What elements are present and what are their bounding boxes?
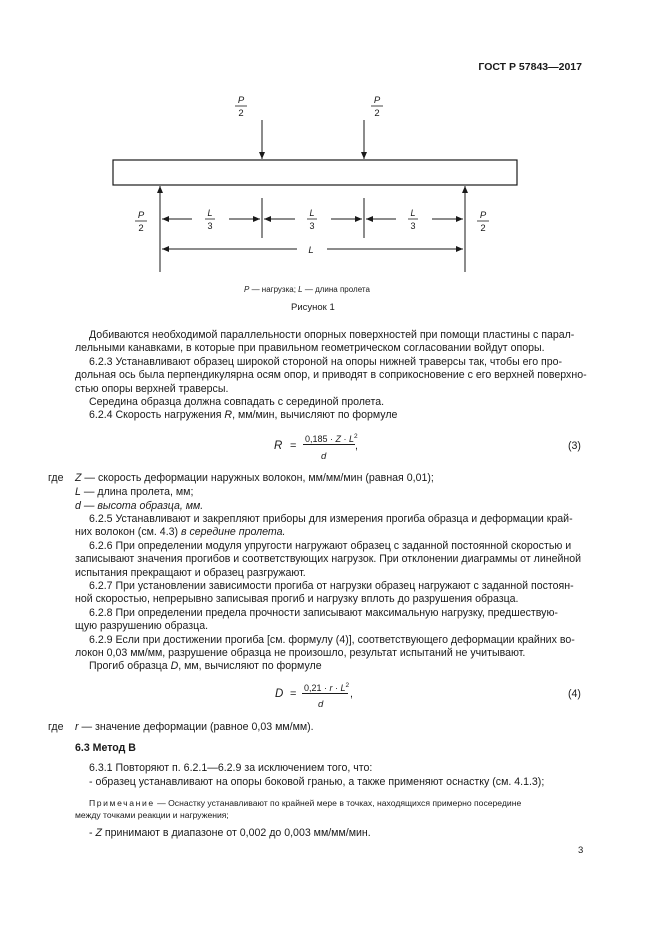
svg-text:3: 3	[309, 221, 315, 231]
note-line: между точками реакции и нагружения;	[75, 810, 229, 820]
svg-text:L: L	[309, 208, 315, 218]
paragraph-line: ной скоростью, непрерывно записывая прогиб и нагрузку вплоть до разрушения образца.	[75, 593, 519, 605]
svg-text:P: P	[373, 95, 381, 106]
page-number: 3	[578, 845, 584, 856]
paragraph-line: 6.2.9 Если при достижении прогиба [см. формулу (4)], соответствующего деформации крайних во-	[89, 634, 575, 646]
svg-text:P: P	[237, 95, 245, 106]
paragraph-line: стью опоры верхней траверсы.	[75, 383, 229, 395]
where-label: где	[48, 472, 64, 484]
where-item: r — значение деформации (равное 0,03 мм/мм).	[75, 721, 314, 733]
svg-text:2: 2	[374, 108, 380, 119]
paragraph-line: Добиваются необходимой параллельности опорных поверхностей при помощи пластины с парал-	[89, 329, 575, 341]
paragraph-line: 6.2.8 При определении предела прочности записывают максимальную нагрузку, предшествую-	[89, 607, 558, 619]
svg-text:2: 2	[238, 108, 244, 119]
paragraph-line: дольная ось была перпендикулярна осям опор, и приводят в соприкосновение с его верхней поверхно-	[75, 369, 587, 381]
paragraph-line: щую разрушению образца.	[75, 620, 209, 632]
paragraph-line: 6.2.4 Скорость нагружения R, мм/мин, вычисляют по формуле	[89, 409, 398, 421]
span-label: L	[308, 245, 314, 256]
paragraph-line: 6.2.5 Устанавливают и закрепляют приборы для измерения прогиба образца и деформации край-	[89, 513, 573, 525]
paragraph-line: 6.3.1 Повторяют п. 6.2.1—6.2.9 за исключением того, что:	[89, 762, 373, 774]
svg-text:L: L	[410, 208, 416, 218]
load-label-top-right	[371, 95, 383, 119]
paragraph-line: 6.2.7 При установлении зависимости прогиба от нагрузки образец нагружают с заданной постоян-	[89, 580, 574, 592]
paragraph-line: 6.2.6 При определении модуля упругости нагружают образец с заданной постоянной скоростью и	[89, 540, 572, 552]
document-number: ГОСТ Р 57843—2017	[478, 61, 582, 73]
paragraph-line: них волокон (см. 4.3) в середине пролета.	[75, 526, 286, 538]
svg-text:3: 3	[207, 221, 213, 231]
specimen-beam	[113, 160, 517, 185]
beam-loading-diagram	[0, 0, 661, 290]
list-item: - образец устанавливают на опоры боковой гранью, а также применяют оснастку (см. 4.1.3);	[89, 776, 545, 788]
paragraph-line: записывают значения прогибов и соответствующих нагрузок. При отклонении диаграммы от линейной	[75, 553, 582, 565]
where-item: L — длина пролета, мм;	[75, 486, 194, 498]
svg-text:L: L	[207, 208, 213, 218]
svg-text:2: 2	[138, 223, 144, 234]
paragraph-line: 6.2.3 Устанавливают образец широкой стороной на опоры нижней траверсы так, чтобы его про-	[89, 356, 563, 368]
third-label-1	[205, 208, 215, 231]
third-label-3	[408, 208, 418, 231]
paragraph-line: локон 0,03 мм/мм, разрушение образца не произошло, результат испытаний не учитывают.	[75, 647, 526, 659]
third-label-2	[307, 208, 317, 231]
paragraph-line: Прогиб образца D, мм, вычисляют по формуле	[89, 660, 322, 672]
figure-legend: P — нагрузка; L — длина пролета	[244, 285, 370, 294]
list-item: - Z принимают в диапазоне от 0,002 до 0,003 мм/мм/мин.	[89, 827, 371, 839]
svg-text:2: 2	[480, 223, 486, 234]
formula-3-number: (3)	[568, 440, 581, 452]
where-item: Z — скорость деформации наружных волокон, мм/мм/мин (равная 0,01);	[75, 472, 434, 484]
load-label-top-left	[235, 95, 247, 119]
paragraph-line: лельными канавками, в которые при правильном геометрическом согласовании войдут опоры.	[75, 342, 545, 354]
where-label: где	[48, 721, 64, 733]
paragraph-line: испытания прекращают и образец разгружают.	[75, 567, 306, 579]
formula-4-number: (4)	[568, 688, 581, 700]
svg-text:P: P	[137, 210, 145, 221]
where-item: d — высота образца, мм.	[75, 500, 204, 512]
paragraph-line: Середина образца должна совпадать с серединой пролета.	[89, 396, 385, 408]
figure-title: Рисунок 1	[291, 302, 335, 313]
note-line: Примечание — Оснастку устанавливают по крайней мере в точках, находящихся примерно посередине	[89, 798, 522, 808]
svg-text:P: P	[479, 210, 487, 221]
support-label-left	[135, 210, 147, 234]
support-label-right	[477, 210, 489, 234]
section-heading: 6.3 Метод В	[75, 742, 136, 754]
svg-text:3: 3	[410, 221, 416, 231]
